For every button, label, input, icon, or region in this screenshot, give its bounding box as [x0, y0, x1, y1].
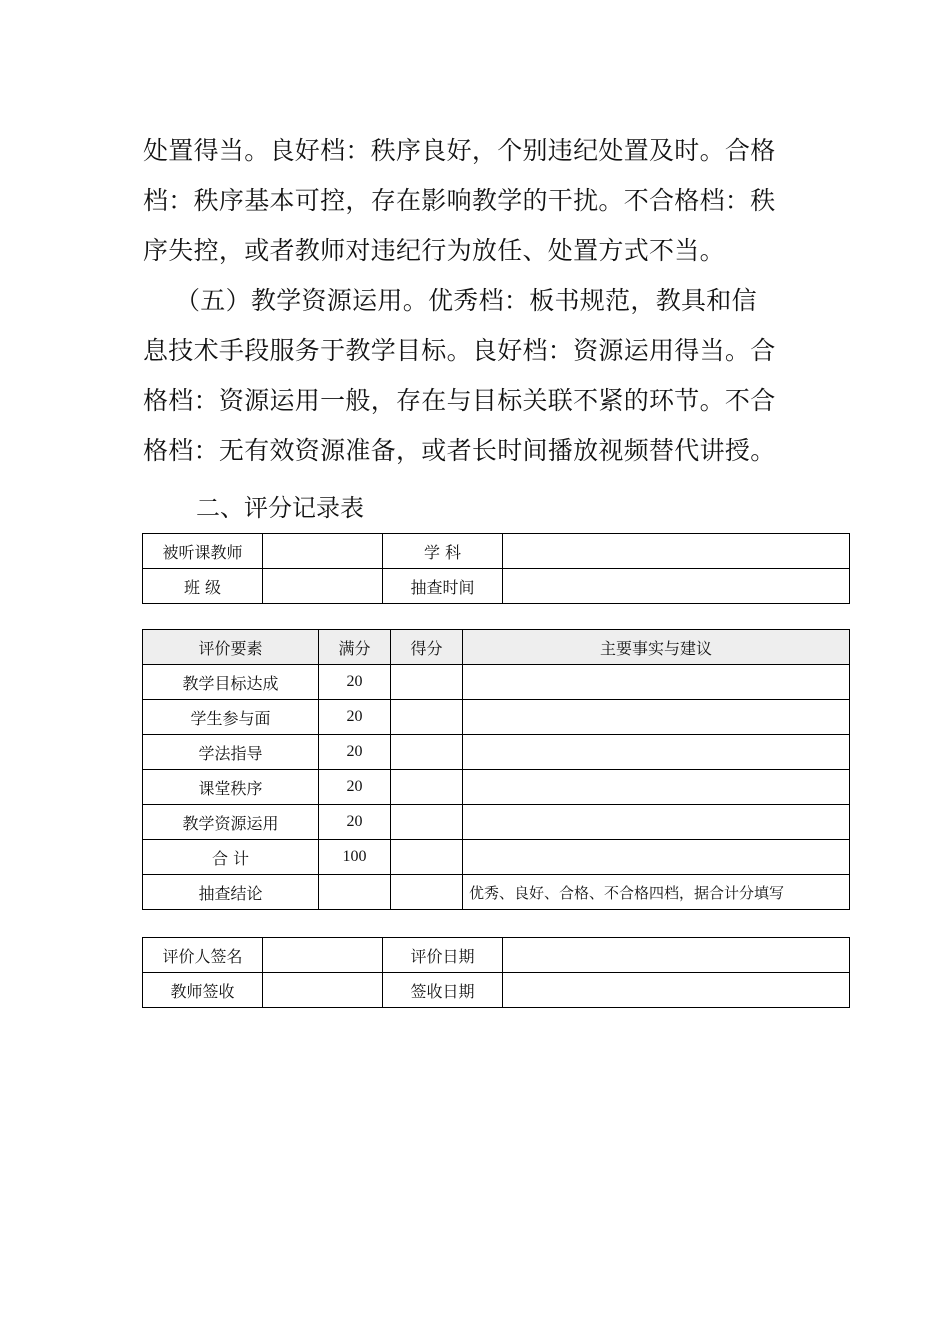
paragraph-line: 格档：资源运用一般，存在与目标关联不紧的环节。不合 [143, 386, 776, 415]
table-row [143, 770, 850, 805]
comment-field[interactable] [463, 805, 850, 840]
table-row [143, 973, 850, 1008]
check-time-field[interactable] [503, 569, 850, 604]
score-field[interactable] [391, 700, 463, 735]
paragraph-line: 处置得当。良好档：秩序良好，个别违纪处置及时。合格 [143, 136, 776, 165]
paragraph-line: 格档：无有效资源准备，或者长时间播放视频替代讲授。 [143, 436, 776, 465]
full-score-cell: 20 [319, 665, 391, 700]
table-row [143, 805, 850, 840]
criterion-cell: 教学资源运用 [143, 805, 319, 840]
class-field[interactable] [263, 569, 383, 604]
column-header: 满分 [319, 630, 391, 665]
label-cell: 评价日期 [383, 938, 503, 973]
total-comment-field[interactable] [463, 840, 850, 875]
comment-field[interactable] [463, 700, 850, 735]
full-score-cell: 20 [319, 805, 391, 840]
comment-field[interactable] [463, 665, 850, 700]
table-header-row [143, 630, 850, 665]
label-cell: 签收日期 [383, 973, 503, 1008]
label-cell: 学 科 [383, 534, 503, 569]
total-label-cell: 合 计 [143, 840, 319, 875]
paragraph-line: 序失控，或者教师对违纪行为放任、处置方式不当。 [143, 236, 725, 265]
section-heading: 二、评分记录表 [196, 494, 364, 522]
signature-table [142, 937, 850, 1008]
full-score-cell: 20 [319, 735, 391, 770]
teacher-info-table [142, 533, 850, 604]
conclusion-note: 优秀、良好、合格、不合格四档，据合计分填写 [463, 875, 850, 910]
evaluator-signature-field[interactable] [263, 938, 383, 973]
score-field[interactable] [391, 805, 463, 840]
column-header: 主要事实与建议 [463, 630, 850, 665]
criterion-cell: 学法指导 [143, 735, 319, 770]
column-header: 得分 [391, 630, 463, 665]
paragraph-line: （五）教学资源运用。优秀档：板书规范，教具和信 [175, 286, 757, 315]
receipt-date-field[interactable] [503, 973, 850, 1008]
teacher-name-field[interactable] [263, 534, 383, 569]
evaluation-date-field[interactable] [503, 938, 850, 973]
score-field[interactable] [391, 665, 463, 700]
score-field[interactable] [391, 735, 463, 770]
conclusion-label-cell: 抽查结论 [143, 875, 319, 910]
conclusion-empty-cell[interactable] [319, 875, 391, 910]
table-row [143, 735, 850, 770]
comment-field[interactable] [463, 770, 850, 805]
table-row [143, 569, 850, 604]
comment-field[interactable] [463, 735, 850, 770]
teacher-signature-field[interactable] [263, 973, 383, 1008]
label-cell: 抽查时间 [383, 569, 503, 604]
table-row [143, 534, 850, 569]
table-row [143, 840, 850, 875]
paragraph-line: 息技术手段服务于教学目标。良好档：资源运用得当。合 [143, 336, 776, 365]
label-cell: 评价人签名 [143, 938, 263, 973]
score-field[interactable] [391, 770, 463, 805]
score-table [142, 629, 850, 910]
label-cell: 教师签收 [143, 973, 263, 1008]
table-row [143, 665, 850, 700]
criterion-cell: 学生参与面 [143, 700, 319, 735]
total-full-score-cell: 100 [319, 840, 391, 875]
label-cell: 班 级 [143, 569, 263, 604]
subject-field[interactable] [503, 534, 850, 569]
full-score-cell: 20 [319, 770, 391, 805]
paragraph-line: 档：秩序基本可控，存在影响教学的干扰。不合格档：秩 [143, 186, 776, 215]
criterion-cell: 教学目标达成 [143, 665, 319, 700]
table-row [143, 938, 850, 973]
column-header: 评价要素 [143, 630, 319, 665]
table-row [143, 700, 850, 735]
full-score-cell: 20 [319, 700, 391, 735]
conclusion-empty-cell[interactable] [391, 875, 463, 910]
table-row [143, 875, 850, 910]
total-score-field[interactable] [391, 840, 463, 875]
criterion-cell: 课堂秩序 [143, 770, 319, 805]
label-cell: 被听课教师 [143, 534, 263, 569]
